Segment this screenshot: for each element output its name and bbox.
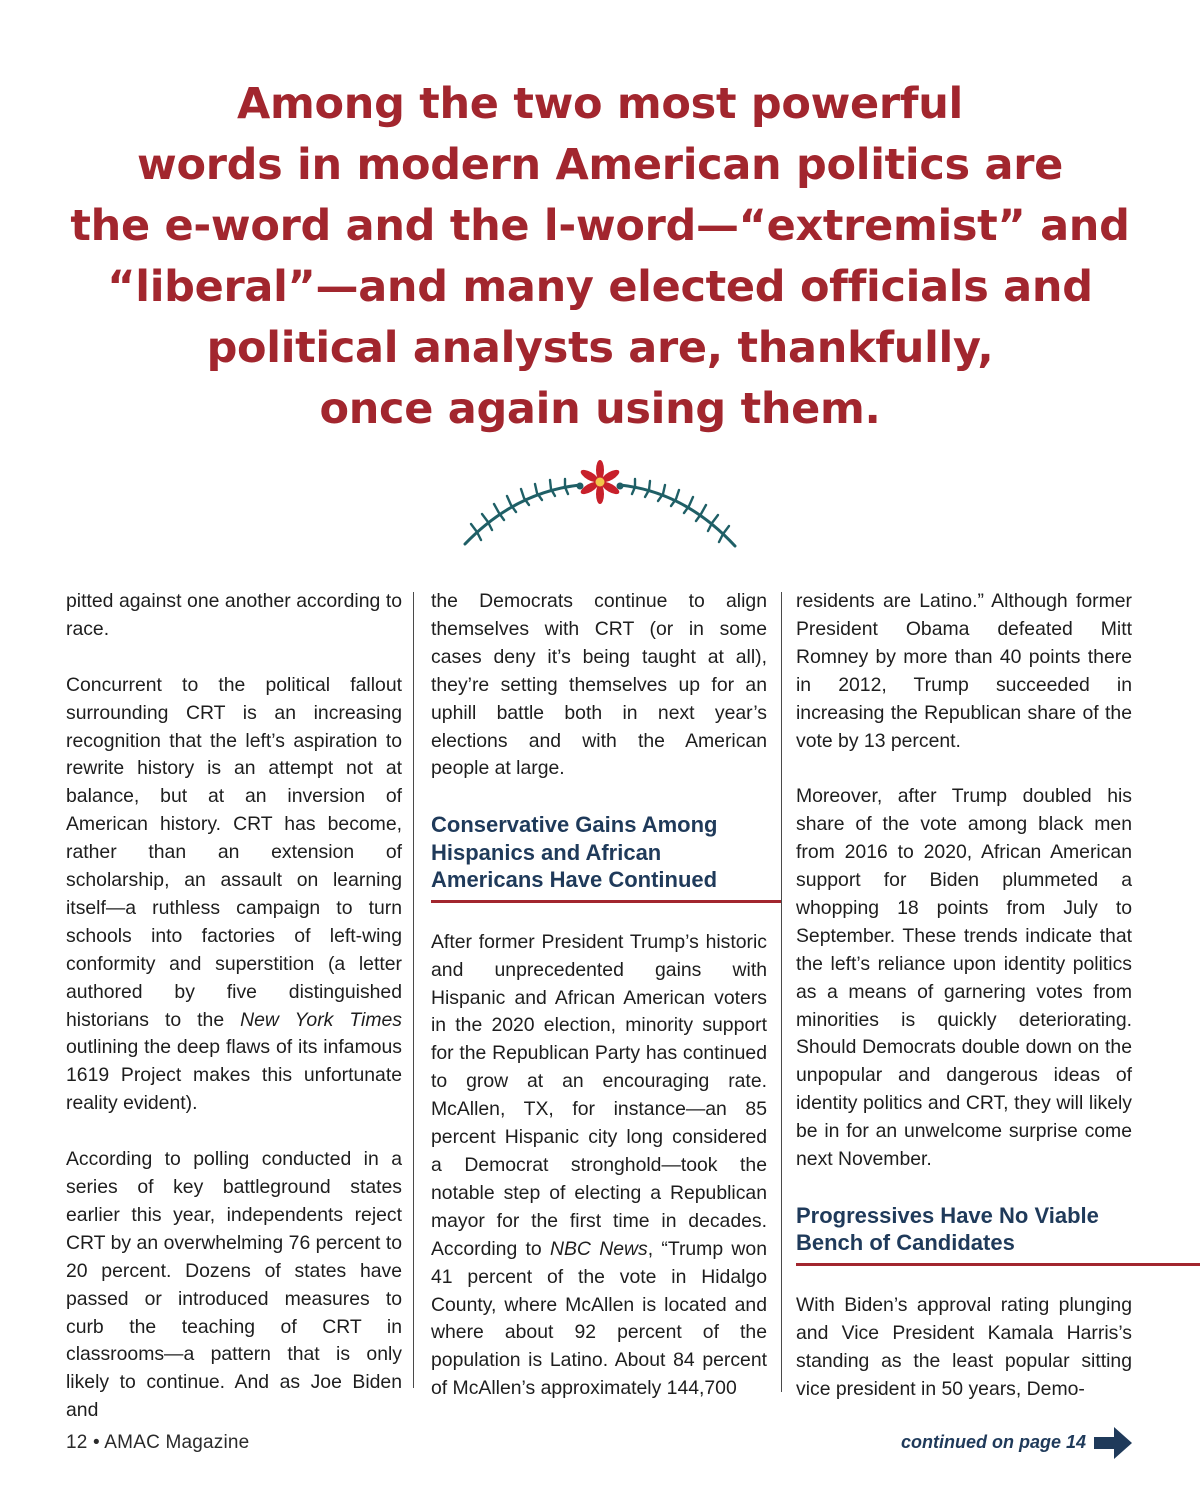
article-column-1 xyxy=(66,588,402,1425)
paragraph: the Democrats continue to align themselves with CRT (or in some cases deny it’s being taught at all), they’re setting themselves up for an uphill battle both in next year’s elections and with the American people at large. xyxy=(431,590,767,780)
paragraph: Moreover, after Trump doubled his share of the vote among black men from 2016 to 2020, African American support for Biden plummeted a whopping 18 points from July to September. These trends indicate that the left’s reliance upon identity politics as a means of garnering votes from minorities is quickly deteriorating. Should Democrats double down on the unpopular and dangerous ideas of identity politics and CRT, they will likely be in for an unwelcome surprise come next November. xyxy=(796,785,1132,1171)
paragraph-text: After former President Trump’s historic and unprecedented gains with Hispanic and African American voters in the 2020 election, minority support for the Republican Party has continued to grow at an encouraging rate. McAllen, TX, for instance—an 85 percent Hispanic city long considered a Democrat stronghold—took the notable step of electing a Republican mayor for the first time in decades. According to xyxy=(431,930,767,1260)
paragraph xyxy=(66,672,402,1119)
article-column-3 xyxy=(796,588,1132,1404)
poinsettia-garland-icon xyxy=(455,452,745,557)
page-folio: 12 • AMAC Magazine xyxy=(66,1432,250,1453)
continued-link[interactable]: continued on page 14 xyxy=(900,1432,1086,1452)
paragraph-text: , “Trump won 41 percent of the vote in Hidalgo County, where McAllen is located and where about 92 percent of the population is Latino. About 84 percent of McAllen’s approximately 144,700 xyxy=(431,1237,767,1400)
paragraph: With Biden’s approval rating plunging and Vice President Kamala Harris’s standing as the least popular sitting vice president in 50 years, Demo- xyxy=(796,1293,1132,1400)
section-heading: Progressives Have No Viable Bench of Candidates xyxy=(796,1202,1200,1266)
right-arrow-icon[interactable] xyxy=(1092,1424,1134,1462)
pull-quote-line: political analysts are, thankfully, xyxy=(206,323,994,373)
pull-quote-line: Among the two most powerful xyxy=(237,79,963,129)
paragraph: pitted against one another according to race. xyxy=(66,590,402,640)
paragraph: According to polling conducted in a series of key battleground states earlier this year, independents reject CRT by an overwhelming 76 percent to 20 percent. Dozens of states have passed or introduced measures to curb the teaching of CRT in classrooms—a pattern that is only likely to continue. And as Joe Biden and xyxy=(66,1148,402,1422)
column-divider xyxy=(413,592,414,1388)
pull-quote-line: words in modern American politics are xyxy=(137,140,1063,190)
pull-quote-line: “liberal”—and many elected officials and xyxy=(107,262,1093,312)
publication-name: New York Times xyxy=(240,1008,402,1031)
pull-quote-line: the e-word and the l-word—“extremist” and xyxy=(70,201,1130,251)
paragraph xyxy=(431,929,767,1403)
column-divider xyxy=(781,592,782,1392)
article-column-2 xyxy=(431,588,767,1403)
paragraph: residents are Latino.” Although former President Obama defeated Mitt Romney by more than 40 points there in 2012, Trump succeeded in increasing the Republican share of the vote by 13 percent. xyxy=(796,590,1132,752)
pull-quote-line: once again using them. xyxy=(319,384,881,434)
pull-quote xyxy=(40,74,1160,440)
paragraph-text: Concurrent to the political fallout surrounding CRT is an increasing recognition that the left’s aspiration to rewrite history is an attempt not at balance, but at an inversion of American history. CRT has become, rather than an extension of scholarship, an assault on learning itself—a ruthless campaign to turn schools into factories of left-wing conformity and superstition (a letter authored by five distinguished historians to the xyxy=(66,673,402,1031)
section-heading: Conservative Gains Among Hispanics and African Americans Have Continued xyxy=(431,811,781,903)
publication-name: NBC News xyxy=(549,1237,648,1260)
paragraph-text: outlining the deep flaws of its infamous 1619 Project makes this unfortunate reality evident). xyxy=(66,1036,402,1115)
